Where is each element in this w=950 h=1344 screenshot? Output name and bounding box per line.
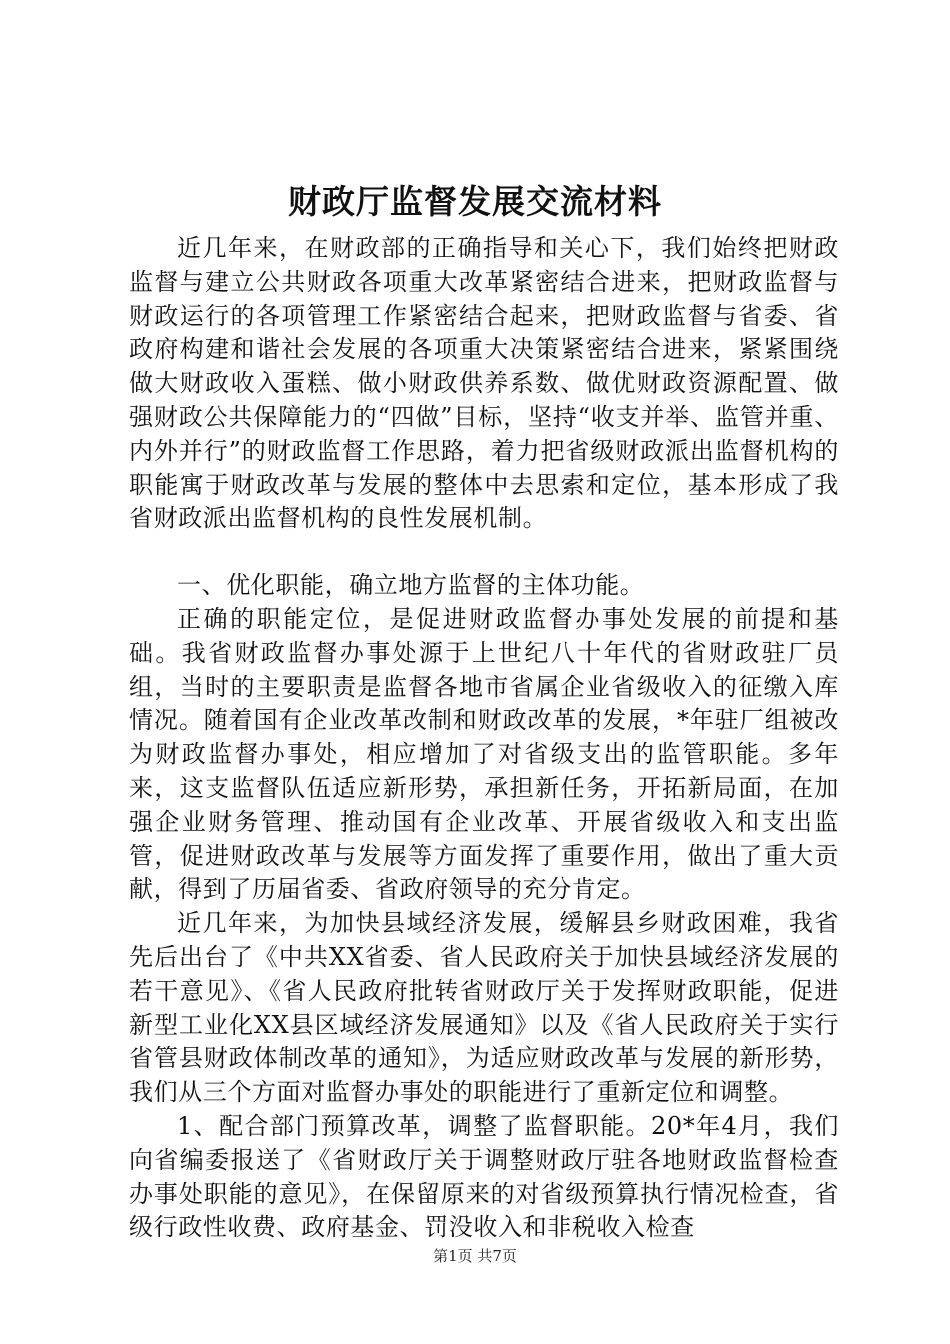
paragraph-positioning: 正确的职能定位，是促进财政监督办事处发展的前提和基础。我省财政监督办事处源于上世纪八十年代的省财政驻厂员组，当时的主要职责是监督各地市省属企业省级收入的征缴入库情况。随着国有企业改革改制和财政改革的发展，*年驻厂组被改为财政监督办事处，相应增加了对省级支出的监管职能。多年来，这支监督队伍适应新形势，承担新任务，开拓新局面，在加强企业财务管理、推动国有企业改革、开展省级收入和支出监管，促进财政改革与发展等方面发挥了重要作用，做出了重大贡献，得到了历届省委、省政府领导的充分肯定。 (129, 604, 839, 904)
paragraph-intro: 近几年来，在财政部的正确指导和关心下，我们始终把财政监督与建立公共财政各项重大改革紧密结合进来，把财政监督与财政运行的各项管理工作紧密结合起来，把财政监督与省委、省政府构建和谐社会发展的各项重大决策紧密结合进来，紧紧围绕做大财政收入蛋糕、做小财政供养系数、做优财政资源配置、做强财政公共保障能力的“四做”目标，坚持“收支并举、监管并重、内外并行”的财政监督工作思路，着力把省级财政派出监督机构的职能寓于财政改革与发展的整体中去思索和定位，基本形成了我省财政派出监督机构的良性发展机制。 (129, 234, 839, 533)
page-footer: 第1页 共7页 (433, 1247, 517, 1265)
paragraph-item-1: 1、配合部门预算改革，调整了监督职能。20*年4月，我们向省编委报送了《省财政厅关于调整财政厅驻各地财政监督检查办事处职能的意见》，在保留原来的对省级预算执行情况检查，省级行政性收费、政府基金、罚没收入和非税收入检查 (129, 1111, 839, 1242)
document-title: 财政厅监督发展交流材料 (288, 182, 662, 221)
document-body (129, 232, 839, 1245)
section-heading: 一、优化职能，确立地方监督的主体功能。 (177, 571, 645, 600)
paragraph-recent-years: 近几年来，为加快县域经济发展，缓解县乡财政困难，我省先后出台了《中共XX省委、省人民政府关于加快县域经济发展的若干意见》、《省人民政府批转省财政厅关于发挥财政职能，促进新型工业化XX县区域经济发展通知》以及《省人民政府关于实行省管县财政体制改革的通知》，为适应财政改革与发展的新形势，我们从三个方面对监督办事处的职能进行了重新定位和调整。 (129, 909, 839, 1107)
